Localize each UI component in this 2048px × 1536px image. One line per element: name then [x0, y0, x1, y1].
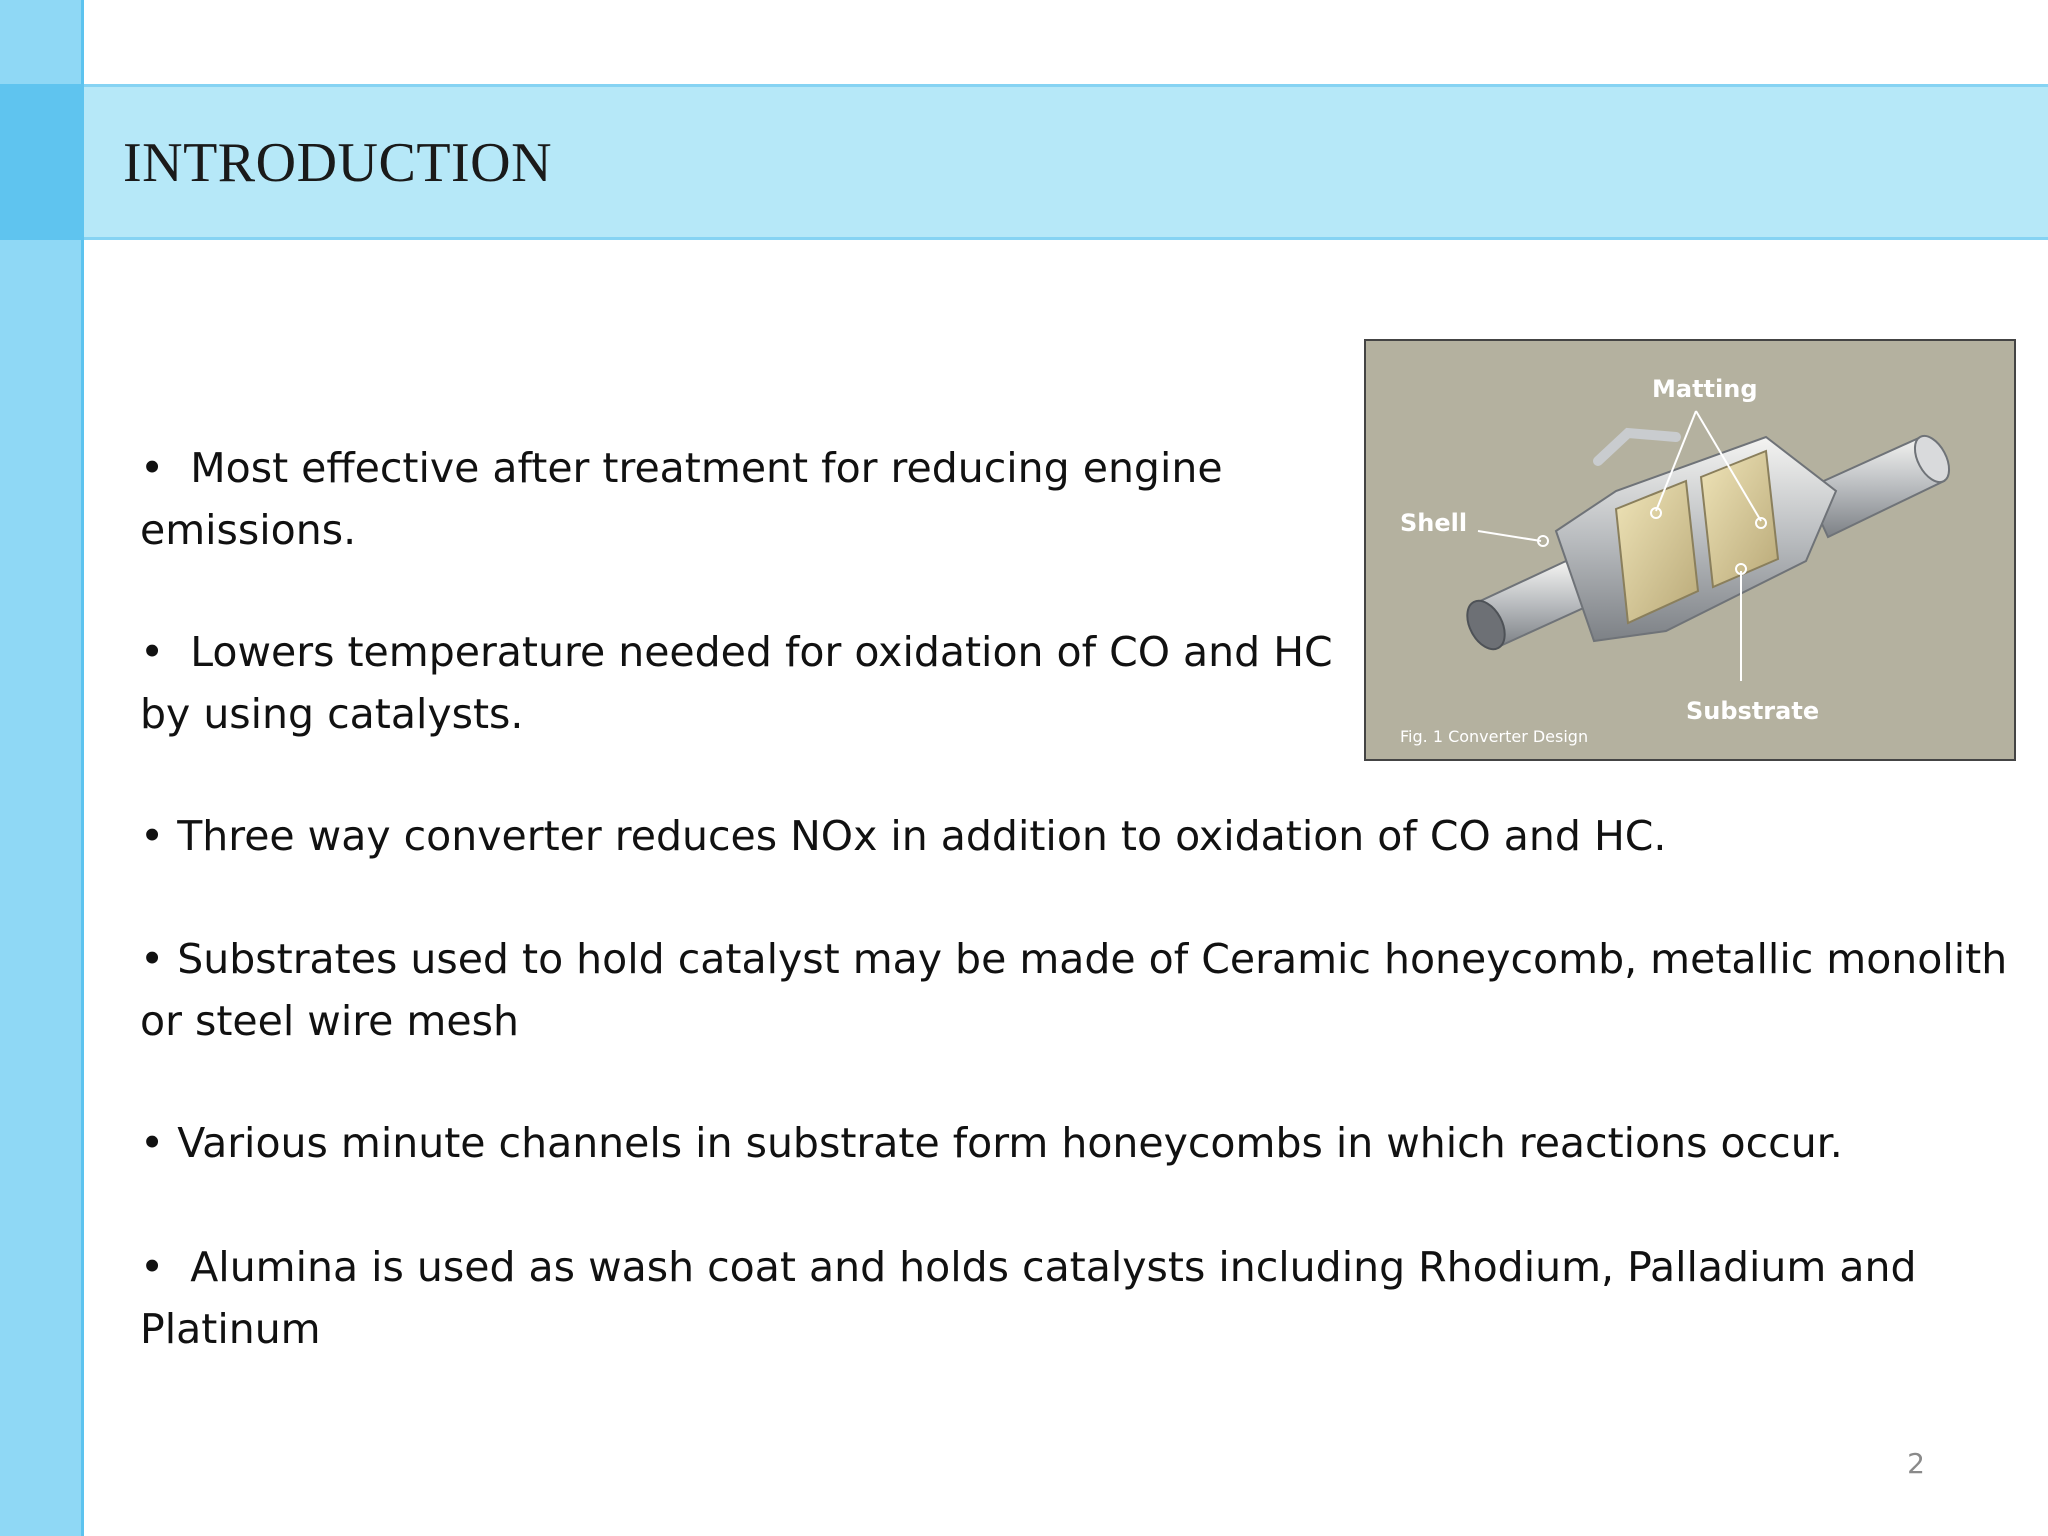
slide-title: INTRODUCTION	[123, 132, 553, 194]
bullet-item: • Three way converter reduces NOx in addition to oxidation of CO and HC.	[140, 812, 1667, 860]
bullet-item: • Most effective after treatment for reducing engine emissions.	[140, 444, 1223, 554]
left-accent-bar-shade	[0, 84, 84, 240]
figure-caption: Fig. 1 Converter Design	[1400, 727, 1589, 746]
page-number: 2	[1907, 1447, 1925, 1480]
shell-label: Shell	[1400, 509, 1468, 537]
bullet-item: • Lowers temperature needed for oxidation of CO and HC by using catalysts.	[140, 628, 1333, 738]
substrate-label: Substrate	[1686, 697, 1820, 725]
matting-label: Matting	[1652, 375, 1758, 403]
bullet-item: • Alumina is used as wash coat and holds catalysts including Rhodium, Palladium and Platinum	[140, 1243, 1917, 1353]
bullet-item: • Various minute channels in substrate form honeycombs in which reactions occur.	[140, 1119, 1843, 1167]
bullet-item: • Substrates used to hold catalyst may be made of Ceramic honeycomb, metallic monolith or steel wire mesh	[140, 935, 2008, 1045]
converter-figure	[1364, 339, 2016, 761]
